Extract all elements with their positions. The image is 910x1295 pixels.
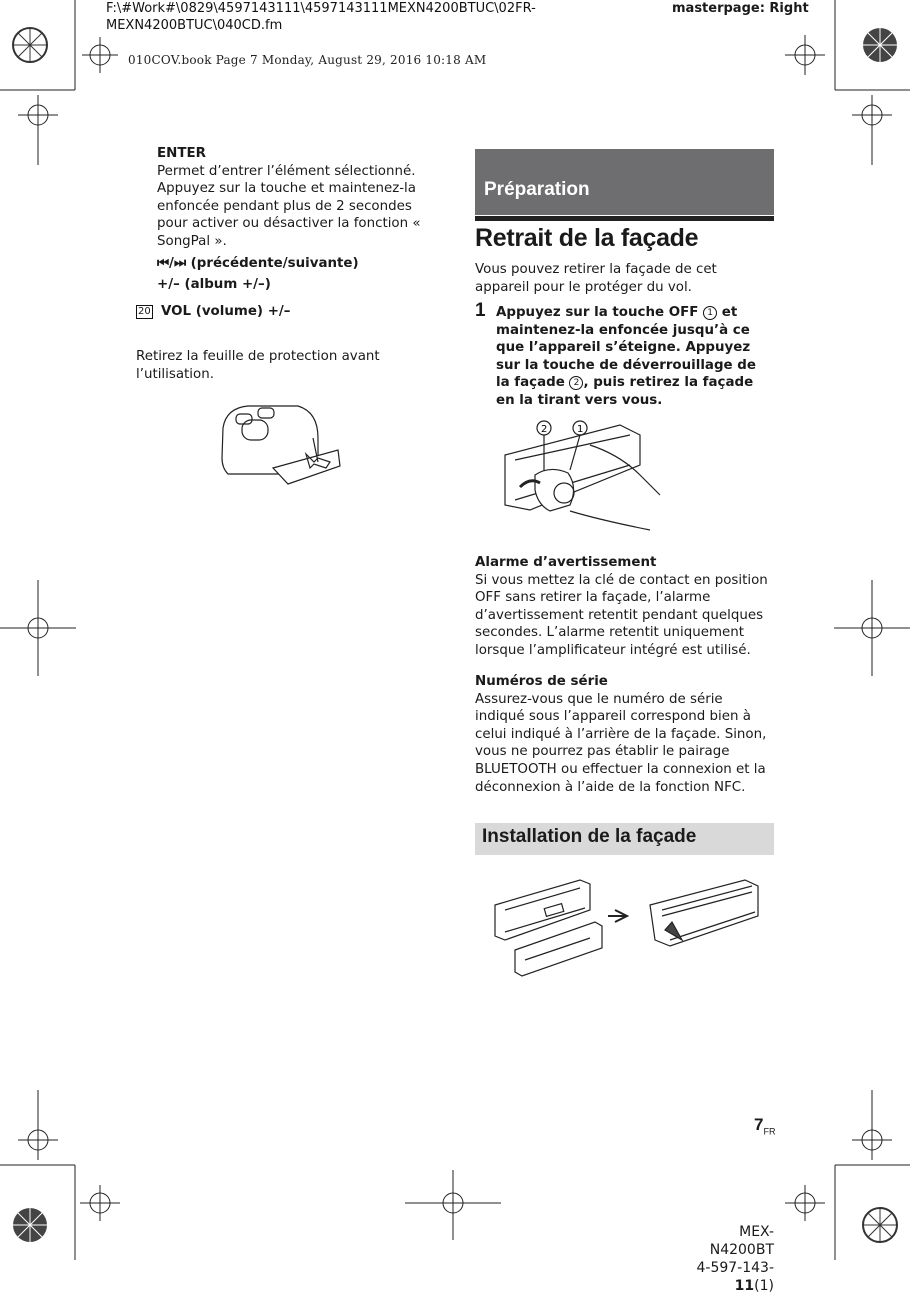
enter-section	[157, 145, 427, 294]
prev-next-label: ⏮/⏭ (précédente/suivante)	[157, 255, 359, 271]
item-20-number: 20	[138, 306, 151, 317]
masterpage-label: masterpage: Right	[672, 1, 809, 16]
section-title: Préparation	[484, 179, 590, 200]
page-number: $7_{FR}$	[754, 1115, 776, 1137]
item-20-label: VOL (volume) +/–	[161, 304, 291, 319]
alarm-title: Alarme d’avertissement	[475, 555, 657, 570]
serial-text: Assurez-vous que le numéro de série indiqué sous l’appareil correspond bien à celui indiqué à l’arrière de la façade. Sinon, vous ne pourrez pas établir le pairage BLUETOOTH ou effectuer la connexion et la déconnexion à l’aide de la fonction NFC.	[475, 691, 767, 795]
faceplate-removal-illustration	[490, 415, 665, 535]
file-path: F:\#Work#\0829\4597143111\4597143111MEXN4200BTUC\02FR- MEXN4200BTUC\040CD.fm	[106, 1, 536, 33]
enter-description: Permet d’entrer l’élément sélectionné. Appuyez sur la touche et maintenez-la enfoncée pendant plus de 2 secondes pour activer ou désactiver la fonction « SongPal ».	[157, 163, 421, 249]
alarm-section	[475, 554, 773, 660]
model-name: MEX-N4200BT	[709, 1224, 774, 1258]
intro-text: Vous pouvez retirer la façade de cet appareil pour le protéger du vol.	[475, 262, 717, 295]
alarm-text: Si vous mettez la clé de contact en position OFF sans retirer la façade, l’alarme d’avertissement retentit pendant quelques secondes. L’alarme retentit uniquement lorsque l’amplificateur intégré est utilisé.	[475, 572, 768, 658]
installation-title: Installation de la façade	[482, 826, 697, 847]
item-20	[136, 303, 426, 321]
step-1-text: Appuyez sur la touche OFF 1 et maintenez-la enfoncée jusqu’à ce que l’appareil s’éteigne. Appuyez sur la touche de déverrouillage de la façade 2 , puis retirez la façade en la tirant vers vous.	[496, 305, 756, 408]
album-label: +/– (album +/–)	[157, 277, 271, 293]
protection-note: Retirez la feuille de protection avant l’utilisation.	[136, 349, 380, 382]
enter-title: ENTER	[157, 146, 206, 161]
circled-2: 2	[569, 376, 583, 390]
remote-illustration	[218, 398, 358, 488]
fig-label-2: 2	[541, 424, 548, 435]
book-info-line: 010COV.book Page 7 Monday, August 29, 2016 10:18 AM	[128, 53, 487, 67]
circled-1: 1	[703, 306, 717, 320]
step-number: 1	[475, 300, 486, 321]
serial-section	[475, 673, 773, 796]
faceplate-install-illustration	[490, 870, 770, 980]
page-heading: Retrait de la façade	[475, 224, 699, 252]
model-info	[676, 1223, 774, 1295]
serial-title: Numéros de série	[475, 674, 608, 689]
fig-label-1: 1	[577, 424, 584, 435]
part-code: 4-597-143-11(1)	[696, 1260, 774, 1294]
band-rule	[475, 216, 774, 221]
